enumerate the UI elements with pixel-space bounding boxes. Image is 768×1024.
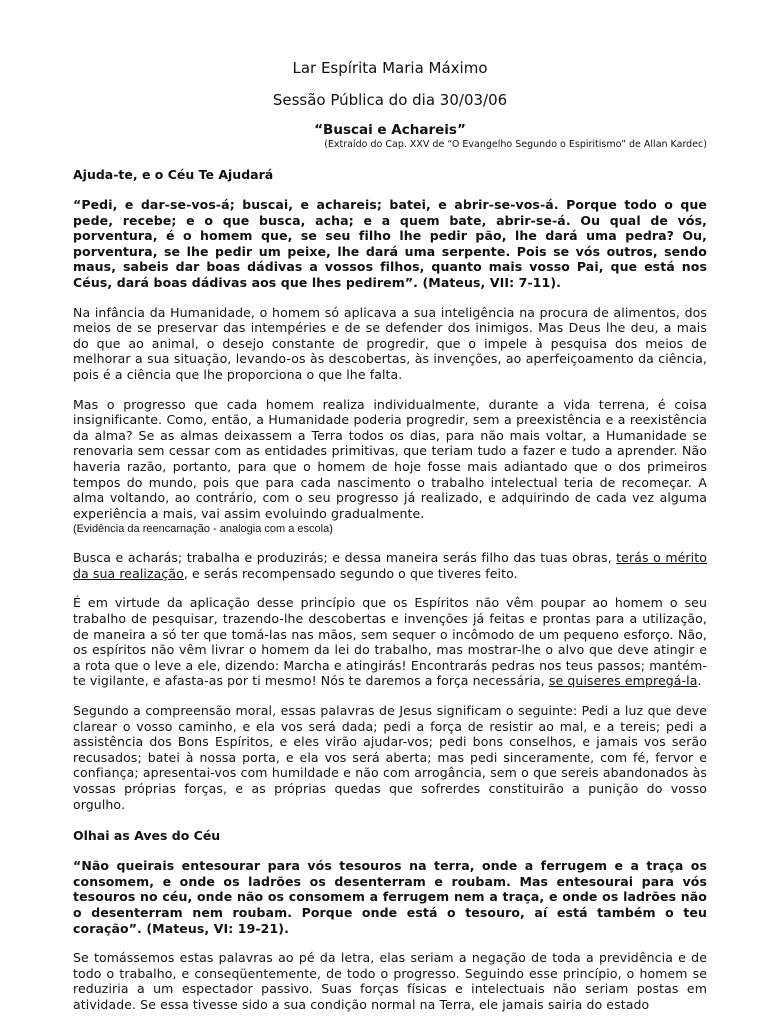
paragraph-6: Se tomássemos estas palavras ao pé da letra, elas seriam a negação de toda a previdência e de todo o trabalho, e conseqüentemente, de todo o progresso. Seguindo esse princípio, o homem se reduziria a um espectador passivo. Suas forças físicas e intelectuais não seriam postas em atividade. Se essa tivesse sido a sua condição normal na Terra, ele jamais sairia do estado [73, 950, 707, 1012]
paragraph-5: Segundo a compreensão moral, essas palavras de Jesus significam o seguinte: Pedi a luz que deve clarear o vosso caminho, e ela vos será dada; pedi a força de resistir ao mal, e a tereis; pedi a assistência dos Bons Espíritos, e eles virão ajudar-vos; pedi bons conselhos, e jamais vos serão recusados; batei à nossa porta, e ela vos será aberta; mas pedi sinceramente, com fé, fervor e confiança; apresentai-vos com humildade e não com arrogância, sem o que sereis abandonados às vossas próprias forças, e as próprias quedas que sofrerdes constituirão a punição do vosso orgulho. [73, 703, 707, 812]
org-title: Lar Espírita Maria Máximo [292, 59, 488, 77]
source-note: (Extraído do Cap. XXV de “O Evangelho Segundo o Espiritismo” de Allan Kardec) [324, 139, 707, 150]
scripture-quote-2: “Não queirais entesourar para vós tesouros na terra, onde a ferrugem e a traça os consomem, e onde os ladrões os desenterram e roubam. Mas entesourai para vós tesouros no céu, onde não os consomem a ferrugem nem a traça, e onde os ladrões não o desenterram nem roubam. Porque onde está o tesouro, aí está também o teu coração”. (Mateus, VI: 19-21). [73, 858, 707, 936]
theme-title: “Buscai e Achareis” [314, 122, 466, 138]
paragraph-3-underlined: terás o mérito da sua realização [73, 550, 707, 581]
section-heading-2: Olhai as Aves do Céu [73, 828, 221, 844]
paragraph-2-note: (Evidência da reencarnação - analogia com a escola) [73, 523, 333, 536]
section-heading-1: Ajuda-te, e o Céu Te Ajudará [73, 167, 274, 182]
paragraph-3-text-a: Busca e acharás; trabalha e produzirás; e dessa maneira serás filho das tuas obras, [73, 550, 617, 566]
session-title: Sessão Pública do dia 30/03/06 [272, 91, 508, 109]
paragraph-4-underlined: se quiseres empregá-la [548, 673, 698, 689]
document-body [73, 58, 707, 1013]
paragraph-3-text-b: , e serás recompensado segundo o que tiveres feito. [183, 565, 518, 581]
paragraph-1: Na infância da Humanidade, o homem só aplicava a sua inteligência na procura de alimentos, dos meios de se preservar das intempéries e de se defender dos inimigos. Mas Deus lhe deu, a mais do que ao animal, o desejo constante de progredir, que o impele à pesquisa dos meios de melhorar a sua situação, levando-os às descobertas, às invenções, ao aperfeiçoamento da ciência, pois é a ciência que lhe proporciona o que lhe falta. [73, 304, 707, 382]
paragraph-4-text-b: . [697, 673, 702, 689]
paragraph-4 [73, 595, 707, 689]
paragraph-4-text-a: É em virtude da aplicação desse princípio que os Espíritos não vêm poupar ao homem o seu trabalho de pesquisar, trazendo-lhe descobertas e invenções já feitas e prontas para a utilização, de maneira a só ter que tomá-las nas mãos, sem sequer o incômodo de um pequeno esforço. Não, os espíritos não vêm livrar o homem da lei do trabalho, mas mostrar-lhe o alvo que deve atingir e a rota que o leve a ele, dizendo: Marcha e atingirás! Encontrarás pedras nos teus passos; mantém-te vigilante, e afasta-as por ti mesmo! Nós te daremos a força necessária, [73, 595, 707, 689]
paragraph-3 [73, 550, 707, 581]
scripture-quote-1: “Pedi, e dar-se-vos-á; buscai, e achareis; batei, e abrir-se-vos-á. Porque todo o que pede, recebe; e o que busca, acha; e a quem bate, abrir-se-á. Ou qual de vós, porventura, é o homem que, se seu filho lhe pedir pão, lhe dará uma pedra? Ou, porventura, se lhe pedir um peixe, lhe dará uma serpente. Pois se vós outros, sendo maus, sabeis dar boas dádivas a vossos filhos, quanto mais vosso Pai, que está nos Céus, dará boas dádivas aos que lhes pedirem”. (Mateus, VII: 7-11). [73, 197, 707, 290]
paragraph-2: Mas o progresso que cada homem realiza individualmente, durante a vida terrena, é coisa insignificante. Como, então, a Humanidade poderia progredir, sem a preexistência e a reexistência da alma? Se as almas deixassem a Terra todos os dias, para não mais voltar, a Humanidade se renovaria sem cessar com as entidades primitivas, que teriam tudo a fazer e tudo a aprender. Não haveria razão, portanto, para que o homem de hoje fosse mais adiantado que o dos primeiros tempos do mundo, pois que para cada nascimento o trabalho intelectual teria de recomeçar. A alma voltando, ao contrário, com o seu progresso já realizado, e adquirindo de cada vez alguma experiência a mais, vai assim evoluindo gradualmente. [73, 396, 707, 521]
